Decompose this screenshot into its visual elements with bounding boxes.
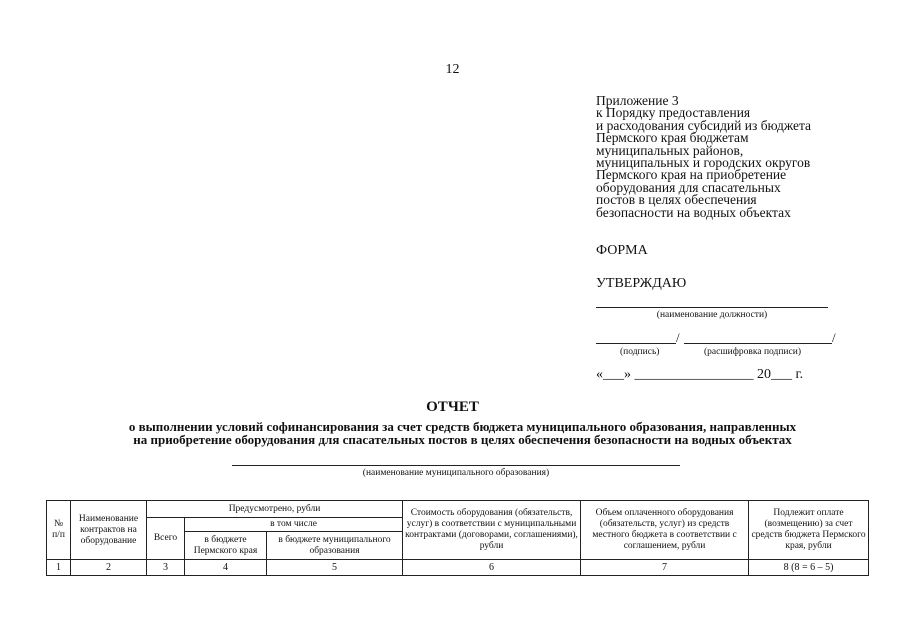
decoding-caption: (расшифровка подписи) xyxy=(704,347,801,357)
appendix-line: муниципальных районов, xyxy=(596,142,744,158)
column-number: 3 xyxy=(147,560,185,576)
report-table xyxy=(46,500,869,576)
position-line xyxy=(596,307,828,308)
appendix-line: постов в целях обеспечения xyxy=(596,192,757,208)
appendix-line: Пермского края на приобретение xyxy=(596,167,787,183)
header-region-budget: в бюджете Пермского края xyxy=(185,532,267,560)
column-number: 5 xyxy=(267,560,403,576)
column-number: 6 xyxy=(403,560,581,576)
appendix-line: и расходования субсидий из бюджета xyxy=(596,117,812,133)
page-number: 12 xyxy=(445,62,460,77)
header-total: Всего xyxy=(147,518,185,560)
header-including: в том числе xyxy=(185,518,403,532)
header-planned: Предусмотрено, рубли xyxy=(147,501,403,518)
approve-title: УТВЕРЖДАЮ xyxy=(596,276,687,291)
signature-slash: / xyxy=(676,330,680,345)
appendix-line: Пермского края бюджетам xyxy=(596,130,749,146)
municipality-line xyxy=(232,465,680,466)
column-number: 4 xyxy=(185,560,267,576)
decoding-slash: / xyxy=(832,330,836,345)
report-subtitle-line: о выполнении условий софинансирования за счет средств бюджета муниципального образования, направленных xyxy=(128,419,797,434)
appendix-line: муниципальных и городских округов xyxy=(596,155,811,171)
appendix-line: оборудования для спасательных xyxy=(596,179,781,195)
header-contracts: Наименование контрактов на оборудование xyxy=(71,501,147,560)
appendix-line: к Порядку предоставления xyxy=(596,105,751,121)
column-number: 2 xyxy=(71,560,147,576)
column-number: 1 xyxy=(47,560,71,576)
column-number: 7 xyxy=(581,560,749,576)
report-title: ОТЧЕТ xyxy=(426,399,479,415)
appendix-line: Приложение 3 xyxy=(596,93,679,108)
signature-caption: (подпись) xyxy=(620,347,660,357)
report-subtitle xyxy=(20,420,905,446)
header-to-pay: Подлежит оплате (возмещению) за счет средств бюджета Пермского края, рубли xyxy=(749,501,869,560)
header-num: № п/п xyxy=(47,501,71,560)
form-label: ФОРМА xyxy=(596,243,648,258)
signature-line xyxy=(596,343,676,344)
decoding-line xyxy=(684,343,832,344)
municipality-caption: (наименование муниципального образования) xyxy=(362,468,550,478)
header-cost: Стоимость оборудования (обязательств, услуг) в соответствии с муниципальными контрактами (договорами, соглашениями), рубли xyxy=(403,501,581,560)
position-caption: (наименование должности) xyxy=(656,310,768,320)
appendix-line: безопасности на водных объектах xyxy=(596,204,791,220)
column-number: 8 (8 = 6 – 5) xyxy=(749,560,869,576)
report-subtitle-line: на приобретение оборудования для спасательных постов в целях обеспечения безопасности на водных объектах xyxy=(133,432,792,447)
header-municipal-budget: в бюджете муниципального образования xyxy=(267,532,403,560)
appendix-block xyxy=(596,95,896,219)
header-paid: Объем оплаченного оборудования (обязательств, услуг) из средств местного бюджета в соответствии с соглашением, рубли xyxy=(581,501,749,560)
date-line: «___» _________________ 20___ г. xyxy=(596,367,804,382)
